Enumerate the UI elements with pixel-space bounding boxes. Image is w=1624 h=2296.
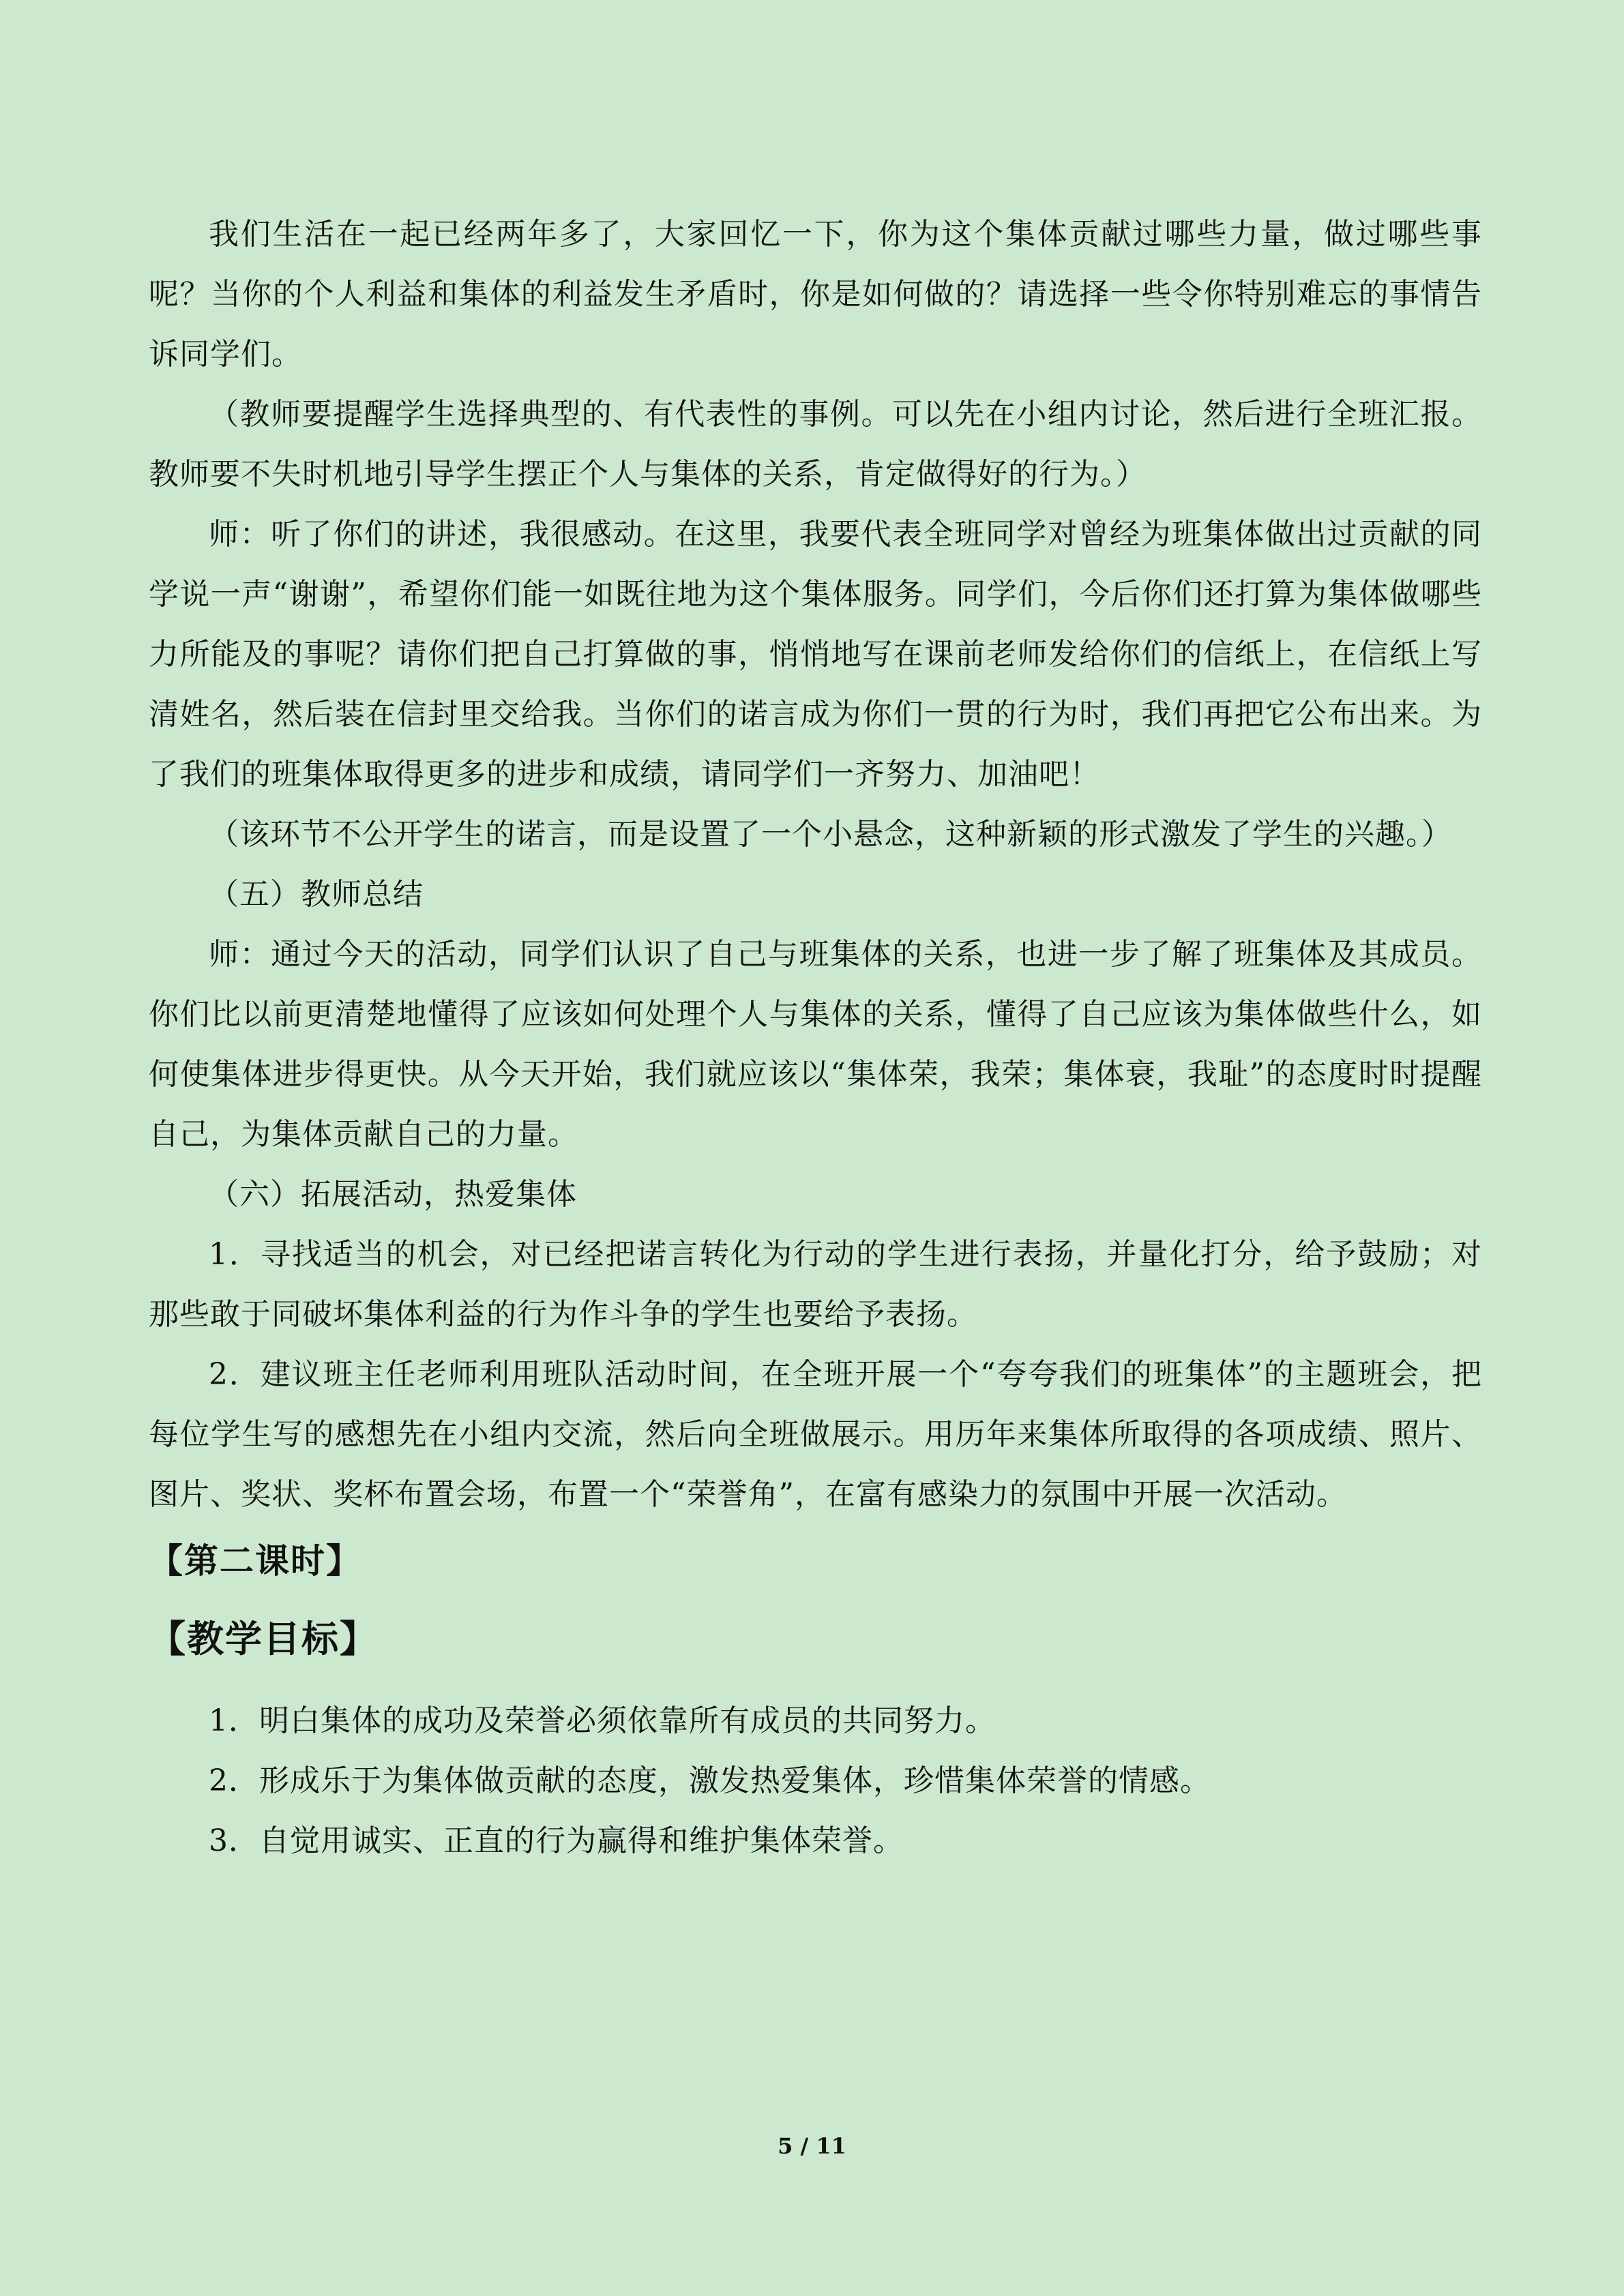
- paragraph: （教师要提醒学生选择典型的、有代表性的事例。可以先在小组内讨论，然后进行全班汇报。教师要不失时机地引导学生摆正个人与集体的关系，肯定做得好的行为。）: [149, 397, 1482, 492]
- goal-item: 2．形成乐于为集体做贡献的态度，激发热爱集体，珍惜集体荣誉的情感。: [209, 1763, 1211, 1798]
- document-page: [149, 205, 1482, 1871]
- goal-item: 1．明白集体的成功及荣誉必须依靠所有成员的共同努力。: [209, 1703, 996, 1738]
- goals-heading: 【教学目标】: [149, 1617, 378, 1660]
- goal-item: 3．自觉用诚实、正直的行为赢得和维护集体荣誉。: [209, 1823, 904, 1858]
- section-title: （五）教师总结: [209, 877, 424, 912]
- paragraph: 师：听了你们的讲述，我很感动。在这里，我要代表全班同学对曾经为班集体做出过贡献的同学说一声“谢谢”，希望你们能一如既往地为这个集体服务。同学们，今后你们还打算为集体做哪些力所能及的事呢？请你们把自己打算做的事，悄悄地写在课前老师发给你们的信纸上，在信纸上写清姓名，然后装在信封里交给我。当你们的诺言成为你们一贯的行为时，我们再把它公布出来。为了我们的班集体取得更多的进步和成绩，请同学们一齐努力、加油吧！: [149, 517, 1482, 792]
- paragraph: 我们生活在一起已经两年多了，大家回忆一下，你为这个集体贡献过哪些力量，做过哪些事呢？当你的个人利益和集体的利益发生矛盾时，你是如何做的？请选择一些令你特别难忘的事情告诉同学们。: [149, 217, 1482, 372]
- list-item: 1．寻找适当的机会，对已经把诺言转化为行动的学生进行表扬，并量化打分，给予鼓励；对那些敢于同破坏集体利益的行为作斗争的学生也要给予表扬。: [149, 1237, 1482, 1332]
- paragraph: （该环节不公开学生的诺言，而是设置了一个小悬念，这种新颖的形式激发了学生的兴趣。）: [209, 817, 1452, 852]
- paragraph: 师：通过今天的活动，同学们认识了自己与班集体的关系，也进一步了解了班集体及其成员。你们比以前更清楚地懂得了应该如何处理个人与集体的关系，懂得了自己应该为集体做些什么，如何使集体进步得更快。从今天开始，我们就应该以“集体荣，我荣；集体衰，我耻”的态度时时提醒自己，为集体贡献自己的力量。: [149, 937, 1482, 1152]
- session-heading: 【第二课时】: [149, 1541, 361, 1581]
- page-number: 5 / 11: [778, 2133, 846, 2159]
- list-item: 2．建议班主任老师利用班队活动时间，在全班开展一个“夸夸我们的班集体”的主题班会，把每位学生写的感想先在小组内交流，然后向全班做展示。用历年来集体所取得的各项成绩、照片、图片、奖状、奖杯布置会场，布置一个“荣誉角”，在富有感染力的氛围中开展一次活动。: [149, 1357, 1482, 1512]
- section-title: （六）拓展活动，热爱集体: [209, 1177, 577, 1212]
